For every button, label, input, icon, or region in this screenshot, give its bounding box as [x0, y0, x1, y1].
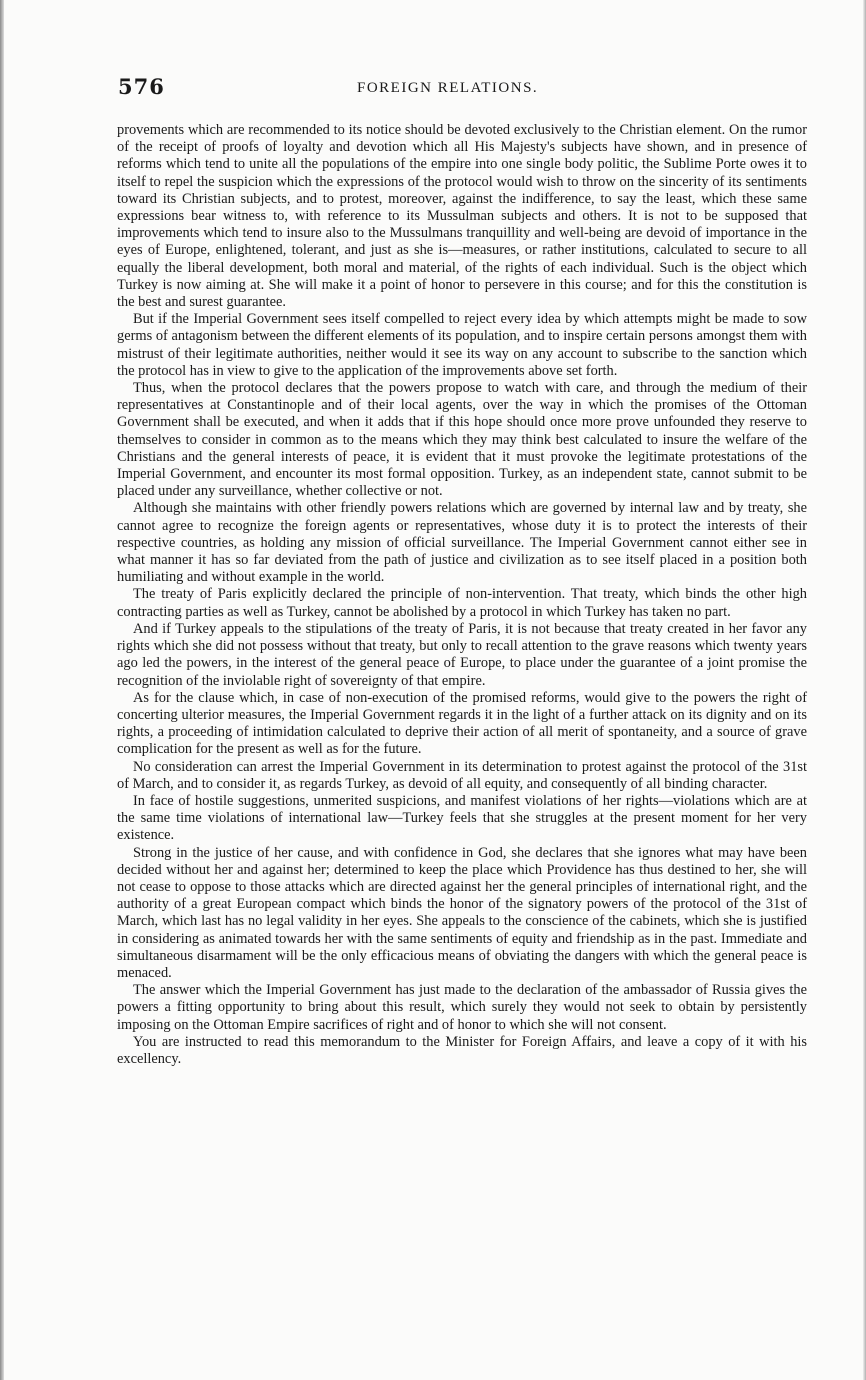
paragraph-continued: provements which are recommended to its notice should be devoted exclusively to the Christian element. On the rumor of the receipt of proofs of loyalty and devotion which all His Majesty's subjects have shown, and in presence of reforms which tend to unite all the populations of the empire into one single body politic, the Sublime Porte owes it to itself to repel the suspicion which the expressions of the protocol would wish to throw on the sincerity of its sentiments toward its Christian subjects, and to protest, moreover, against the indifference, to say the least, which these same expressions bear witness to, with reference to its Mussulman subjects and others. It is not to be supposed that improvements which tend to insure also to the Mussulmans tranquillity and well-being are devoid of importance in the eyes of Europe, enlightened, tolerant, and just as she is—measures, or rather institutions, calculated to secure to all equally the liberal development, both moral and material, of the rights of each individual. Such is the object which Turkey is now aiming at. She will make it a point of honor to persevere in this course; and for this the constitution is the best and surest guarantee. [117, 122, 807, 311]
paragraph: Strong in the justice of her cause, and with confidence in God, she declares that she ignores what may have been decided without her and against her; determined to keep the place which Providence has thus destined to her, she will not cease to oppose to those attacks which are directed against her the general principles of international right, and the authority of a great European compact which binds the honor of the signatory powers of the protocol of the 31st of March, which last has no legal validity in her eyes. She appeals to the conscience of the cabinets, which she is justified in considering as animated towards her with the same sentiments of equity and friendship as in the past. Immediate and simultaneous disarmament will be the only efficacious means of obviating the dangers with which the general peace is menaced. [117, 844, 807, 981]
paragraph: But if the Imperial Government sees itself compelled to reject every idea by which attempts might be made to sow germs of antagonism between the different elements of its population, and to inspire certain persons amongst them with mistrust of their legitimate authorities, neither would it see its way on any account to subscribe to the sanction which the protocol has in view to give to the application of the improvements above set forth. [117, 311, 807, 379]
paragraph: The answer which the Imperial Government has just made to the declaration of the ambassador of Russia gives the powers a fitting opportunity to bring about this result, which surely they would not seek to obtain by persistently imposing on the Ottoman Empire sacrifices of right and of honor to which she will not consent. [117, 982, 807, 1033]
paragraph: No consideration can arrest the Imperial Government in its determination to protest against the protocol of the 31st of March, and to consider it, as regards Turkey, as devoid of all equity, and consequently of all binding character. [117, 758, 807, 792]
running-title: FOREIGN RELATIONS. [357, 80, 539, 96]
paragraph: You are instructed to read this memorandum to the Minister for Foreign Affairs, and leave a copy of it with his excellency. [117, 1033, 807, 1067]
paragraph: Although she maintains with other friendly powers relations which are governed by internal law and by treaty, she cannot agree to recognize the foreign agents or representatives, whose duty it is to protect the interests of their respective countries, as holding any mission of official surveillance. The Imperial Government cannot either see in what manner it has so far deviated from the path of justice and civilization as to see itself placed in a position both humiliating and without example in the world. [117, 500, 807, 586]
paragraph: Thus, when the protocol declares that the powers propose to watch with care, and through the medium of their representatives at Constantinople and of their local agents, over the way in which the promises of the Ottoman Government shall be executed, and when it adds that if this hope should once more prove unfounded they reserve to themselves to consider in common as to the means which they may think best calculated to insure the welfare of the Christians and the general interests of peace, it is evident that it must provoke the legitimate protestations of the Imperial Government, and encounter its most formal opposition. Turkey, as an independent state, cannot submit to be placed under any surveillance, whether collective or not. [117, 380, 807, 500]
page-header [118, 74, 808, 104]
paragraph: As for the clause which, in case of non-execution of the promised reforms, would give to the powers the right of concerting ulterior measures, the Imperial Government regards it in the light of a further attack on its dignity and on its rights, a proceeding of intimidation calculated to deprive their action of all merit of spontaneity, and a source of grave complication for the present as well as for the future. [117, 689, 807, 758]
paragraph: The treaty of Paris explicitly declared the principle of non-intervention. That treaty, which binds the other high contracting parties as well as Turkey, cannot be abolished by a protocol in which Turkey has taken no part. [117, 586, 807, 620]
page-number: 576 [118, 74, 165, 99]
body-text [117, 122, 807, 1068]
paragraph: In face of hostile suggestions, unmerited suspicions, and manifest violations of her rights—violations which are at the same time violations of international law—Turkey feels that she struggles at the present moment for her very existence. [117, 792, 807, 844]
page-binding-edge [0, 0, 4, 1380]
paragraph: And if Turkey appeals to the stipulations of the treaty of Paris, it is not because that treaty created in her favor any rights which she did not possess without that treaty, but only to recall attention to the grave reasons which twenty years ago led the powers, in the interest of the general peace of Europe, to place under the guarantee of a joint promise the recognition of the inviolable right of sovereignty of that empire. [117, 620, 807, 689]
